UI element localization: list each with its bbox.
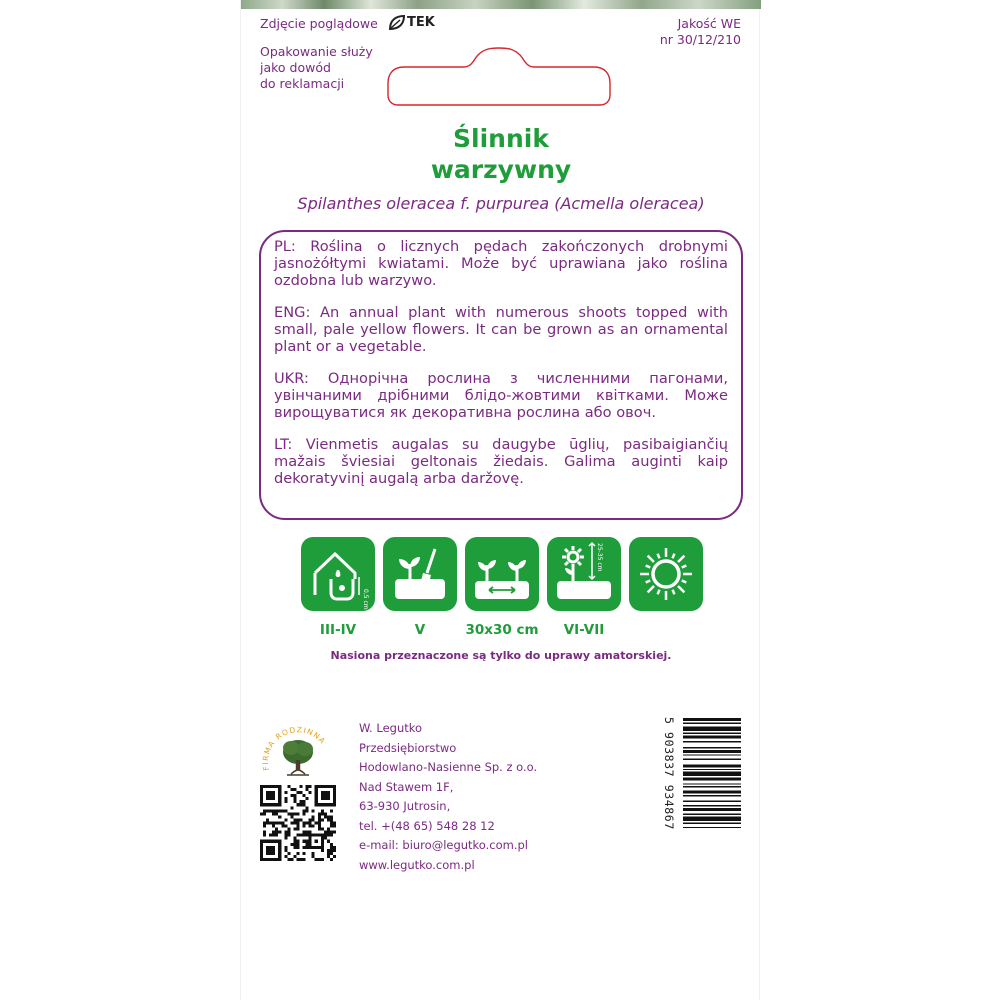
- quality-line: Jakość WE: [677, 16, 741, 31]
- transplant-icon: [383, 537, 457, 611]
- preview-note-text: Zdjęcie poglądowe: [260, 16, 378, 31]
- product-title-line2: warzywny: [430, 155, 572, 184]
- seed-packet-back: [240, 0, 760, 1000]
- company-phone: tel. +(48 65) 548 28 12: [359, 818, 495, 833]
- company-name: W. Legutko: [359, 721, 423, 735]
- spacing-label: 30x30 cm: [465, 622, 539, 638]
- barcode: [662, 717, 743, 862]
- product-title-line1: Ślinnik: [453, 124, 549, 153]
- barcode-number: 5 903837 934867: [662, 717, 676, 830]
- plant-height-label: 25-35 cm: [596, 543, 603, 572]
- flowering-months-label: VI-VII: [563, 622, 605, 638]
- company-email: e-mail: biuro@legutko.com.pl: [359, 838, 529, 852]
- packaging-note-line: jako dowód: [260, 60, 331, 75]
- sun-icon: [629, 537, 703, 611]
- flowering-height-icon: [547, 537, 621, 611]
- sowing-months-label: III-IV: [319, 622, 357, 638]
- description-lt: LT: Vienmetis augalas su daugybe ūglių, pasibaigiančių mažais šviesiai geltonais žiedais. Galima auginti kaip dekoratyvinį augalą arba daržovę.: [274, 436, 728, 487]
- packaging-note-line: do reklamacji: [260, 76, 345, 91]
- spacing-icon: [465, 537, 539, 611]
- company-city: 63-930 Jutrosin,: [359, 799, 451, 813]
- quality-note: [660, 16, 741, 48]
- preview-note: [260, 16, 378, 32]
- quality-number: nr 30/12/210: [659, 32, 741, 47]
- packaging-note-line: Opakowanie służy: [260, 44, 373, 59]
- company-address: [359, 719, 537, 875]
- sowing-depth-label: 0,5 cm: [362, 589, 369, 610]
- packaging-note: [260, 44, 373, 92]
- qr-code: [260, 785, 336, 861]
- barcode-bars: [683, 718, 741, 862]
- description-ukr: UKR: Однорічна рослина з численними пагонами, увінчаними дрібними блідо-жовтими квітками. Може вирощуватися як декоративна рослина або овоч.: [274, 370, 728, 421]
- description-pl: PL: Roślina o licznych pędach zakończonych drobnymi jasnożółtymi kwiatami. Może być uprawiana jako roślina ozdobna lub warzywo.: [274, 238, 728, 289]
- logo-text: FIRMA RODZINNA: [261, 725, 328, 772]
- hanger-notch-outline: [386, 47, 612, 107]
- transplant-month-label: V: [414, 622, 426, 638]
- company-website: www.legutko.com.pl: [359, 857, 475, 872]
- product-photo-strip: [241, 0, 761, 9]
- leaf-icon: [387, 13, 407, 33]
- description-eng: ENG: An annual plant with numerous shoots topped with small, pale yellow flowers. It can be grown as an ornamental plant or a vegetable.: [274, 304, 728, 355]
- company-line: Hodowlano-Nasienne Sp. z o.o.: [359, 760, 538, 774]
- description-box: [259, 230, 743, 520]
- tek-label: TEK: [407, 15, 435, 30]
- company-street: Nad Stawem 1F,: [359, 779, 454, 794]
- latin-name: Spilanthes oleracea f. purpurea (Acmella oleracea): [297, 194, 705, 213]
- company-line: Przedsiębiorstwo: [359, 740, 457, 755]
- family-company-logo: [261, 718, 335, 784]
- amateur-use-notice: Nasiona przeznaczone są tylko do uprawy amatorskiej.: [330, 649, 672, 662]
- greenhouse-sowing-icon: [301, 537, 375, 611]
